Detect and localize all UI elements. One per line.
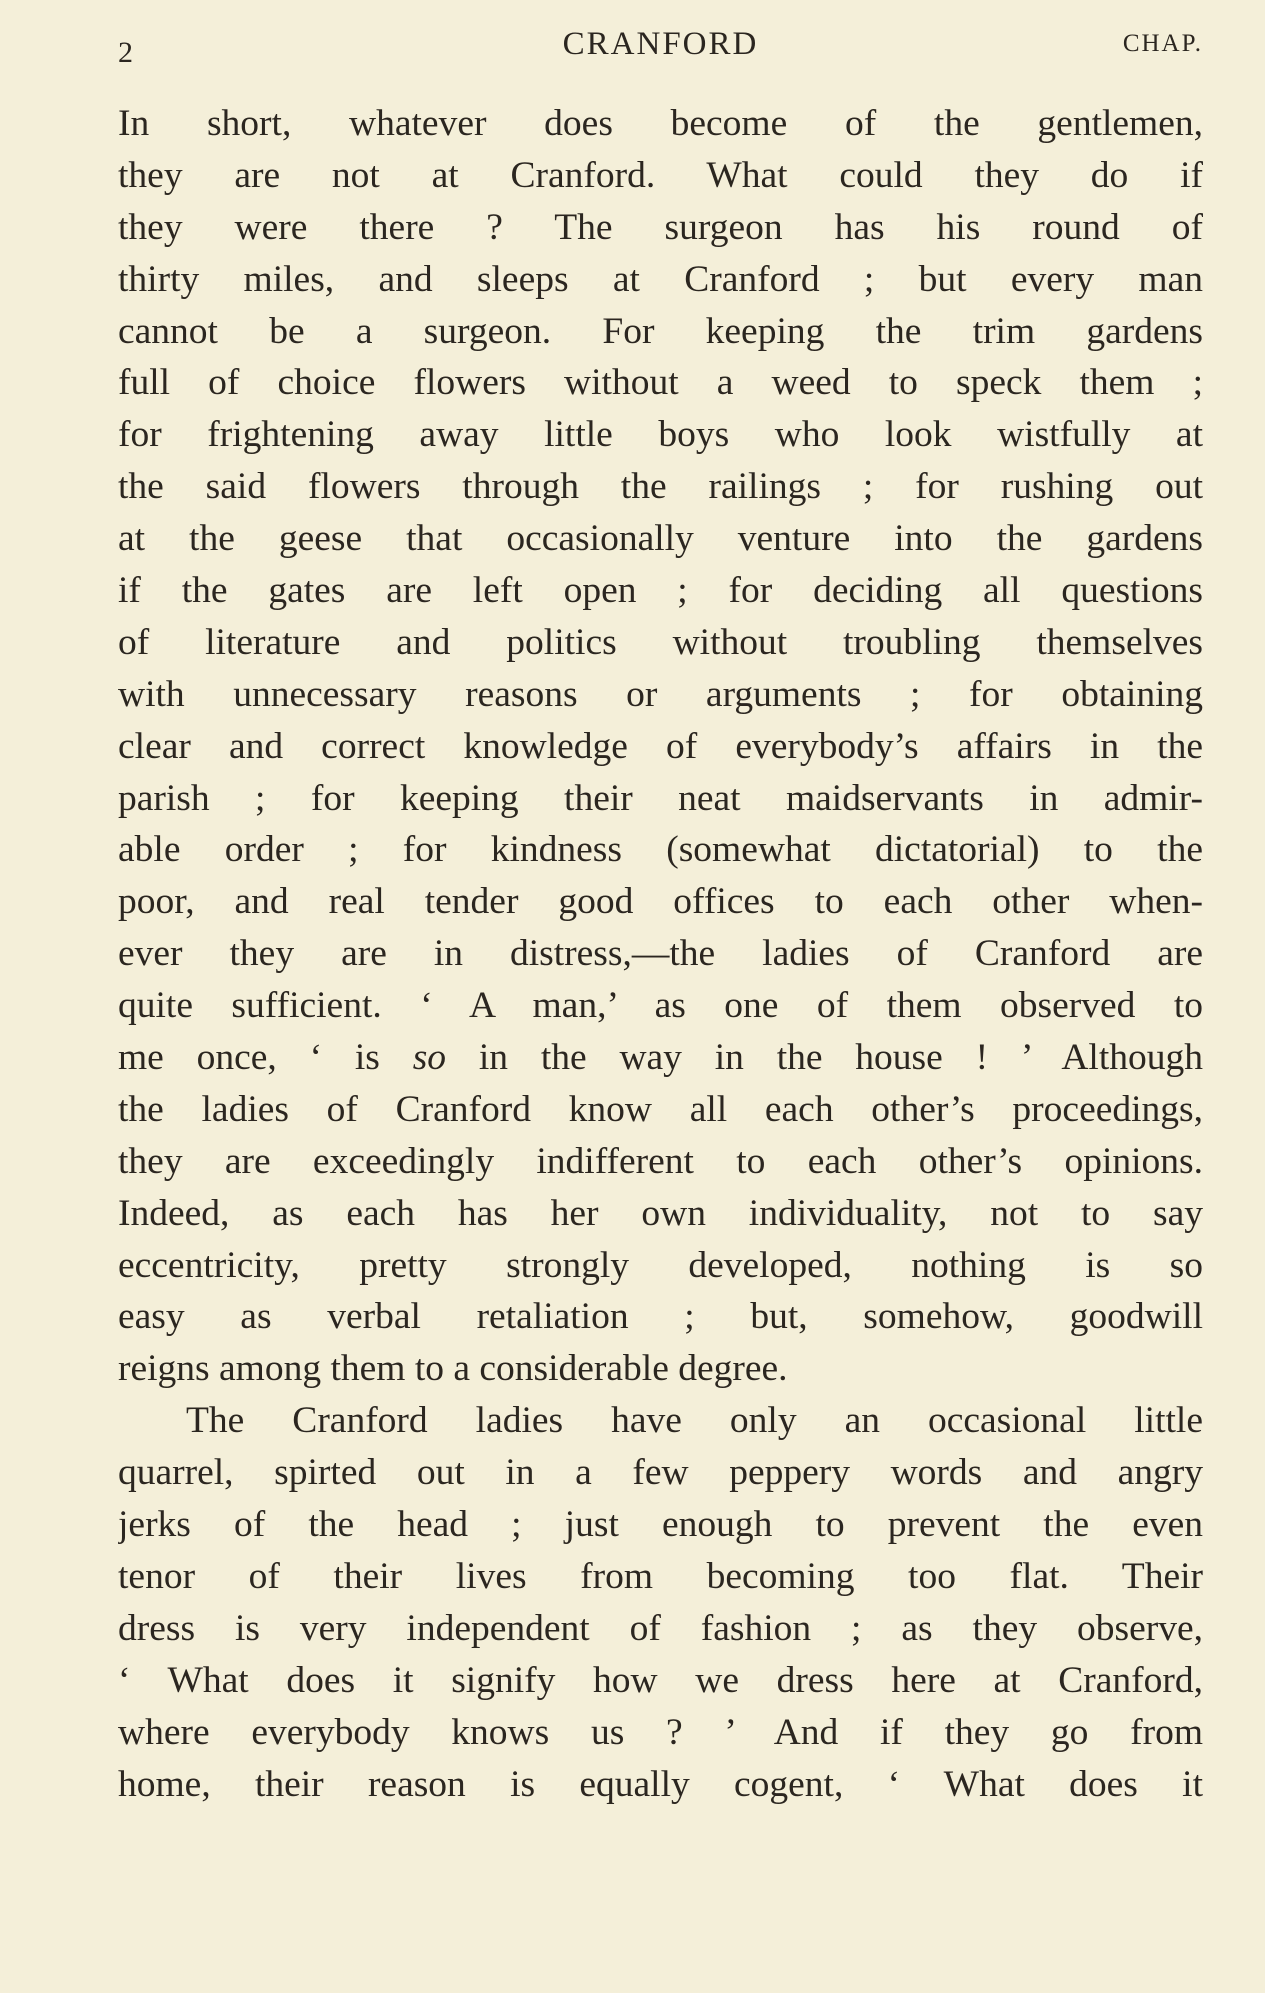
text-line: where everybody knows us ? ’ And if they go from bbox=[118, 1711, 1203, 1753]
text-line: reigns among them to a considerable degree. bbox=[118, 1348, 788, 1390]
text-line: at the geese that occasionally venture into the gardens bbox=[118, 518, 1203, 560]
text-segment: in the way in the house ! ’ Although bbox=[446, 1037, 1203, 1079]
running-title: CRANFORD bbox=[562, 26, 759, 62]
text-line: home, their reason is equally cogent, ‘ What does it bbox=[118, 1763, 1203, 1805]
text-line: clear and correct knowledge of everybody’s affairs in the bbox=[118, 725, 1203, 767]
text-line: easy as verbal retaliation ; but, somehow, goodwill bbox=[118, 1296, 1203, 1338]
text-line: thirty miles, and sleeps at Cranford ; but every man bbox=[118, 258, 1203, 300]
text-line: Indeed, as each has her own individuality, not to say bbox=[118, 1192, 1203, 1234]
text-line: parish ; for keeping their neat maidservants in admir- bbox=[118, 777, 1203, 819]
text-line: jerks of the head ; just enough to prevent the even bbox=[118, 1504, 1203, 1546]
text-line: cannot be a surgeon. For keeping the trim gardens bbox=[118, 310, 1203, 352]
text-segment: me once, ‘ is bbox=[118, 1037, 413, 1079]
body-text bbox=[118, 98, 1203, 1810]
running-head bbox=[118, 26, 1203, 76]
text-line-with-italic bbox=[118, 1032, 1203, 1084]
text-line: the ladies of Cranford know all each other’s proceedings, bbox=[118, 1088, 1203, 1130]
text-line: In short, whatever does become of the gentlemen, bbox=[118, 103, 1203, 144]
text-line: dress is very independent of fashion ; as they observe, bbox=[118, 1607, 1203, 1649]
text-line: they were there ? The surgeon has his round of bbox=[118, 206, 1203, 248]
text-line: full of choice flowers without a weed to speck them ; bbox=[118, 362, 1203, 404]
page-number: 2 bbox=[118, 36, 134, 69]
text-line: with unnecessary reasons or arguments ; for obtaining bbox=[118, 673, 1203, 715]
text-line: they are not at Cranford. What could they do if bbox=[118, 154, 1203, 196]
text-line: they are exceedingly indifferent to each other’s opinions. bbox=[118, 1140, 1203, 1182]
text-line: quite sufficient. ‘ A man,’ as one of them observed to bbox=[118, 985, 1203, 1027]
text-line: if the gates are left open ; for deciding all questions bbox=[118, 570, 1203, 612]
text-line: ever they are in distress,—the ladies of Cranford are bbox=[118, 933, 1203, 975]
text-line: able order ; for kindness (somewhat dictatorial) to the bbox=[118, 829, 1203, 871]
text-line: eccentricity, pretty strongly developed, nothing is so bbox=[118, 1244, 1203, 1286]
text-line: for frightening away little boys who look wistfully at bbox=[118, 414, 1203, 456]
text-line: ‘ What does it signify how we dress here at Cranford, bbox=[118, 1659, 1203, 1701]
text-line: tenor of their lives from becoming too flat. Their bbox=[118, 1555, 1203, 1597]
chapter-label: CHAP. bbox=[1122, 30, 1203, 57]
text-line: the said flowers through the railings ; for rushing out bbox=[118, 466, 1203, 508]
text-line: of literature and politics without troubling themselves bbox=[118, 621, 1203, 663]
italic-word: so bbox=[412, 1037, 447, 1079]
text-line: quarrel, spirted out in a few peppery words and angry bbox=[118, 1452, 1203, 1494]
text-line: The Cranford ladies have only an occasional little bbox=[186, 1400, 1203, 1442]
text-line: poor, and real tender good offices to each other when- bbox=[118, 881, 1203, 923]
